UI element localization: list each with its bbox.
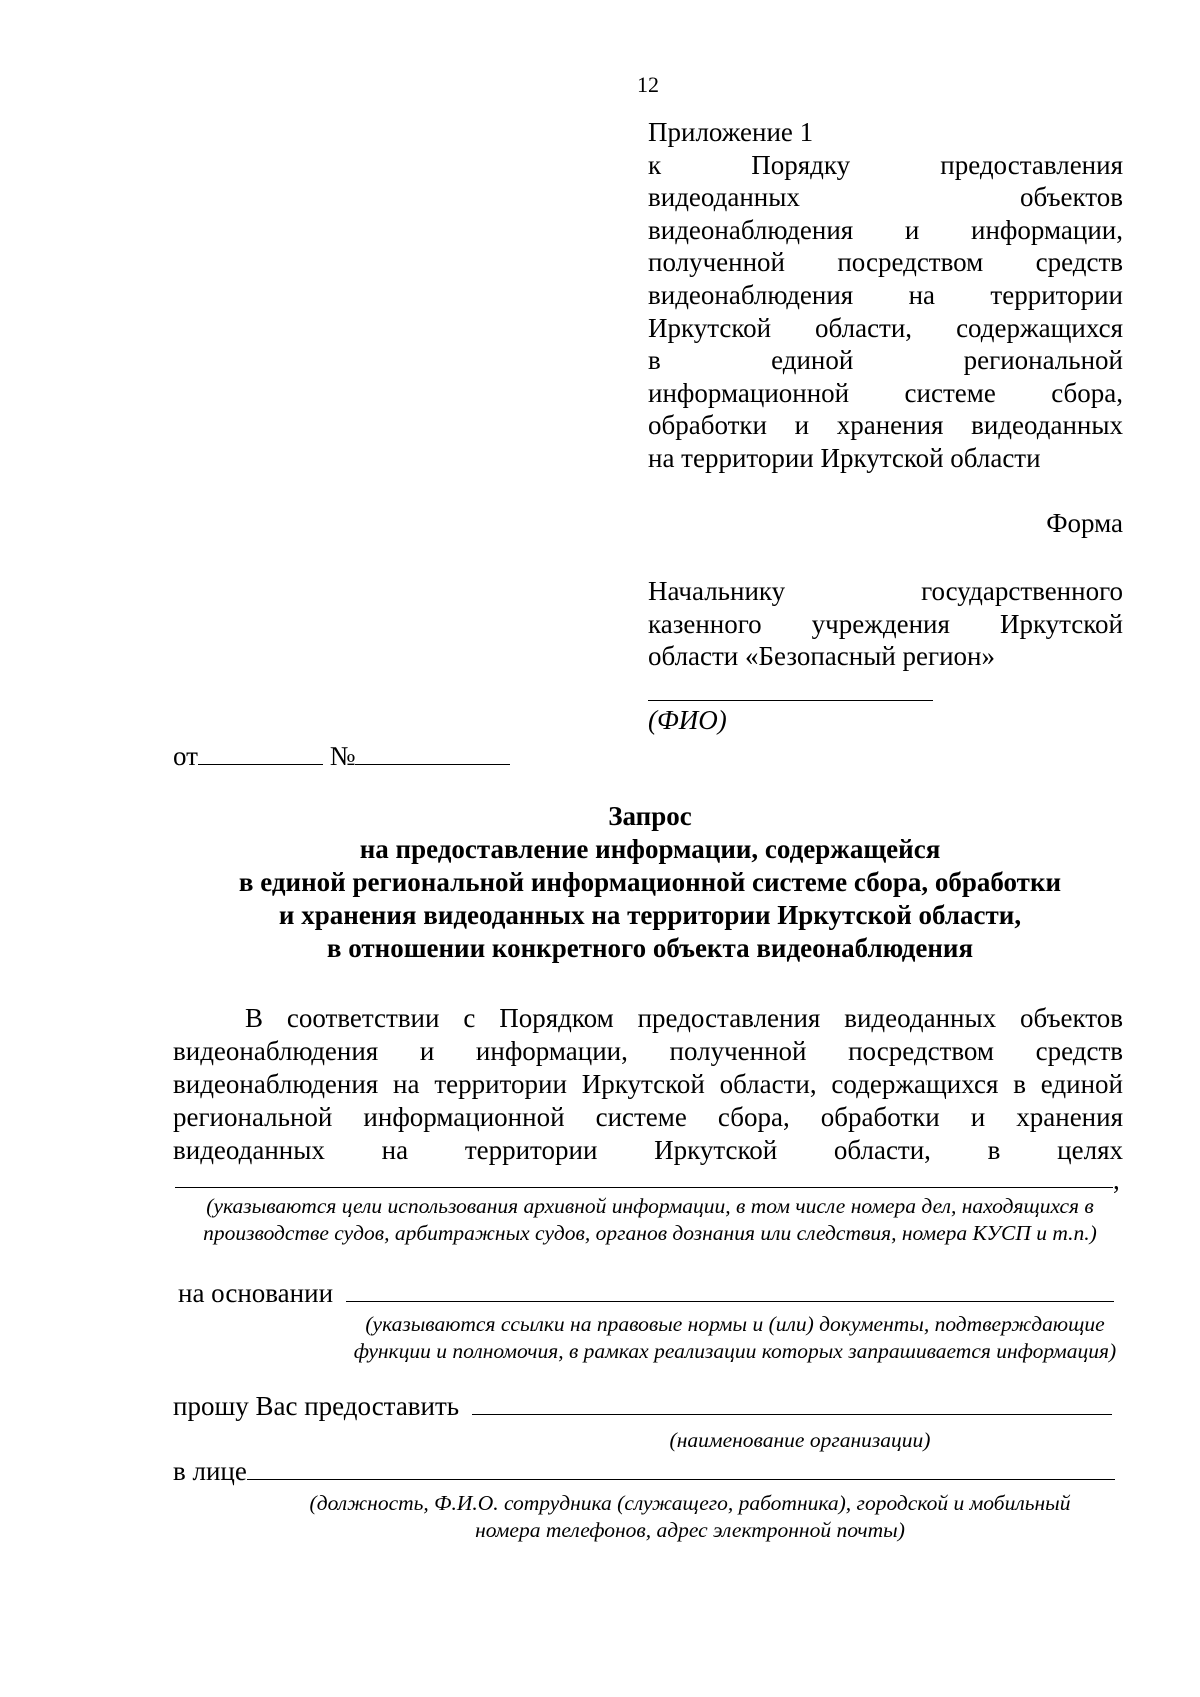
appendix-line: полученной посредством средств	[648, 247, 1123, 278]
appendix-title: Приложение 1	[648, 117, 814, 147]
body-line: видеонаблюдения на территории Иркутской области, содержащихся в единой	[173, 1069, 1123, 1099]
fio-blank-line[interactable]	[648, 700, 933, 701]
ask-label: прошу Вас предоставить	[173, 1391, 460, 1421]
addressee-line: области «Безопасный регион»	[648, 641, 995, 672]
body-line: видеоданных на территории Иркутской области, в целях	[173, 1135, 1123, 1165]
purpose-comma: ,	[1113, 1165, 1120, 1195]
person-label: в лице	[173, 1456, 247, 1486]
purpose-note: (указываются цели использования архивной информации, в том числе номера дел, находящихся в производстве судов, арбитражных судов, органов дознания или следствия, номера КУСП и т.п.)	[203, 1194, 1097, 1245]
person-note: (должность, Ф.И.О. сотрудника (служащего, работника), городской и мобильный номера телефонов, адрес электронной почты)	[309, 1491, 1071, 1542]
body-line: региональной информационной системе сбора, обработки и хранения	[173, 1102, 1123, 1132]
from-label: от	[173, 741, 198, 771]
title-line: на предоставление информации, содержащейся	[359, 834, 941, 864]
appendix-line: информационной системе сбора,	[648, 377, 1123, 408]
appendix-line: в единой региональной	[648, 345, 1123, 376]
basis-blank[interactable]	[346, 1281, 1114, 1302]
appendix-line: на территории Иркутской области	[648, 442, 1041, 473]
title-line: Запрос	[608, 801, 692, 831]
title-line: в единой региональной информационной системе сбора, обработки	[238, 867, 1062, 897]
form-label: Форма	[1046, 508, 1123, 538]
title-line: и хранения видеоданных на территории Иркутской области,	[278, 900, 1022, 930]
addressee-line: Начальнику государственного	[648, 576, 1123, 606]
appendix-line: к Порядку предоставления	[648, 149, 1123, 180]
appendix-line: видеоданных объектов	[648, 182, 1123, 213]
organization-row	[173, 1391, 1112, 1422]
body-line: видеонаблюдения и информации, полученной посредством средств	[173, 1036, 1123, 1066]
person-blank[interactable]	[247, 1459, 1115, 1480]
date-number-row	[173, 741, 510, 772]
date-blank[interactable]	[198, 744, 323, 765]
body-paragraph	[173, 1002, 1123, 1167]
number-label: №	[329, 741, 356, 771]
addressee-block	[648, 575, 1123, 673]
person-row	[173, 1456, 1115, 1487]
addressee-line: казенного учреждения Иркутской	[648, 608, 1123, 639]
appendix-line: видеонаблюдения на территории	[648, 279, 1123, 310]
page-number: 12	[637, 72, 659, 97]
number-blank[interactable]	[355, 744, 510, 765]
title-line: в отношении конкретного объекта видеонаблюдения	[326, 933, 974, 963]
basis-label: на основании	[178, 1278, 334, 1308]
body-line: В соответствии с Порядком предоставления видеоданных объектов	[245, 1003, 1123, 1033]
purpose-blank-line[interactable]	[175, 1187, 1113, 1188]
appendix-line: видеонаблюдения и информации,	[648, 214, 1123, 245]
appendix-line: обработки и хранения видеоданных	[648, 410, 1123, 441]
appendix-line: Иркутской области, содержащихся	[648, 312, 1123, 343]
organization-blank[interactable]	[472, 1394, 1112, 1415]
appendix-header	[648, 116, 1123, 475]
fio-label: (ФИО)	[648, 705, 727, 735]
basis-row	[178, 1278, 1114, 1309]
basis-note: (указываются ссылки на правовые нормы и (или) документы, подтверждающие функции и полномочия, в рамках реализации которых запрашивается информация)	[353, 1312, 1117, 1363]
document-title	[0, 800, 1200, 965]
organization-note: (наименование организации)	[669, 1428, 931, 1452]
